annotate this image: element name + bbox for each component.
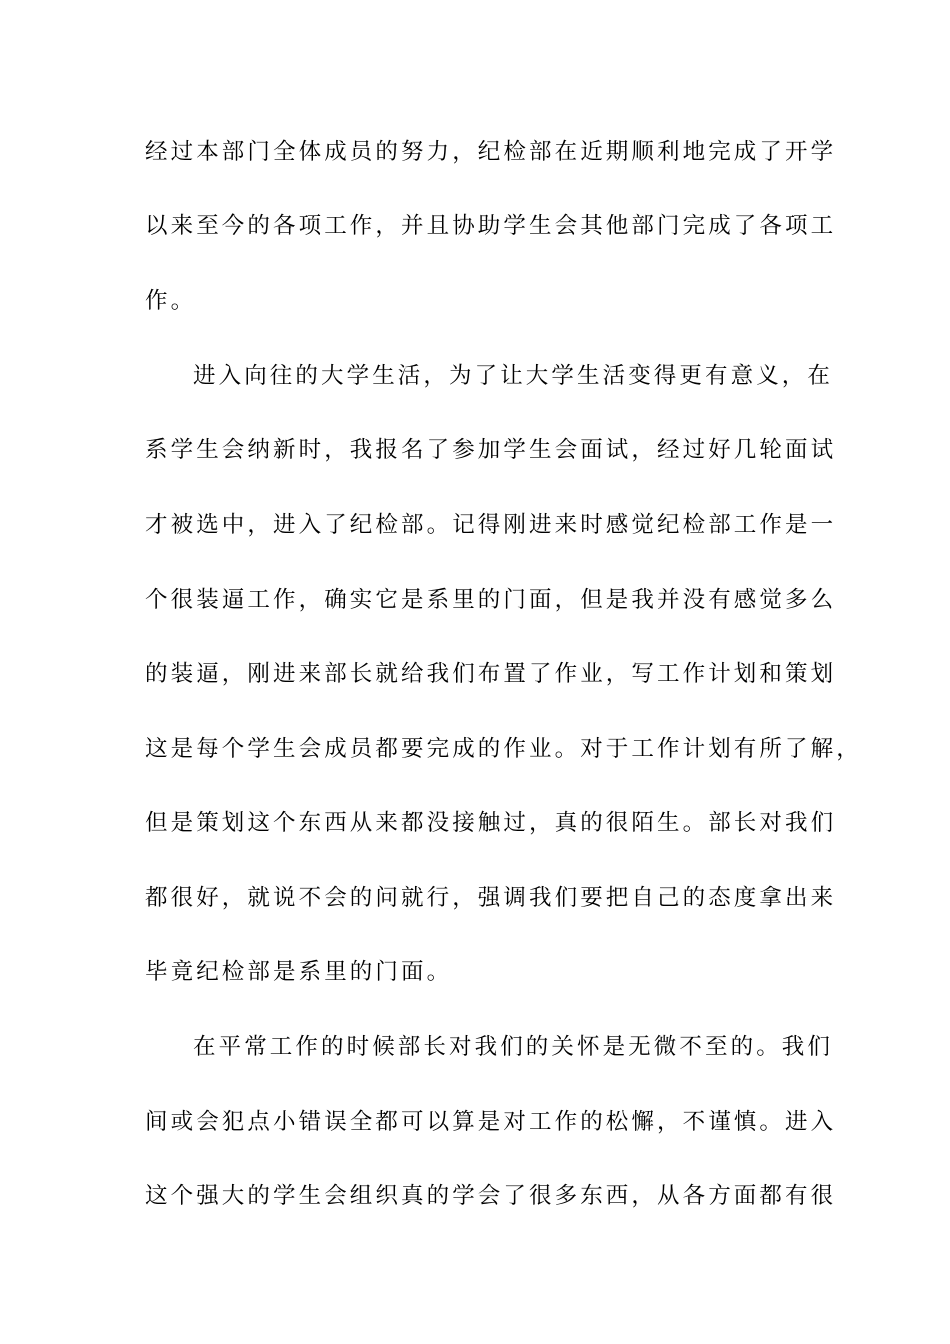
text-line: 都很好，就说不会的问就行，强调我们要把自己的态度拿出来 [145,885,837,911]
text-line: 在平常工作的时候部长对我们的关怀是无微不至的。我们 [193,1034,834,1060]
text-line: 毕竟纪检部是系里的门面。 [145,959,453,985]
text-line: 个很装逼工作，确实它是系里的门面，但是我并没有感觉多么 [145,587,837,613]
text-line: 的装逼，刚进来部长就给我们布置了作业，写工作计划和策划 [145,661,837,687]
text-line: 经过本部门全体成员的努力，纪检部在近期顺利地完成了开学 [145,139,837,165]
text-line: 间或会犯点小错误全都可以算是对工作的松懈，不谨慎。进入 [145,1109,837,1135]
text-line: 作。 [145,288,197,314]
text-line: 但是策划这个东西从来都没接触过，真的很陌生。部长对我们 [145,810,837,836]
text-line: 这是每个学生会成员都要完成的作业。对于工作计划有所了解， [145,736,862,762]
text-line: 才被选中，进入了纪检部。记得刚进来时感觉纪检部工作是一 [145,512,837,538]
text-line: 进入向往的大学生活，为了让大学生活变得更有意义，在 [193,363,834,389]
text-line: 以来至今的各项工作，并且协助学生会其他部门完成了各项工 [145,213,837,239]
text-line: 系学生会纳新时，我报名了参加学生会面试，经过好几轮面试 [145,437,837,463]
text-line: 这个强大的学生会组织真的学会了很多东西，从各方面都有很 [145,1183,837,1209]
